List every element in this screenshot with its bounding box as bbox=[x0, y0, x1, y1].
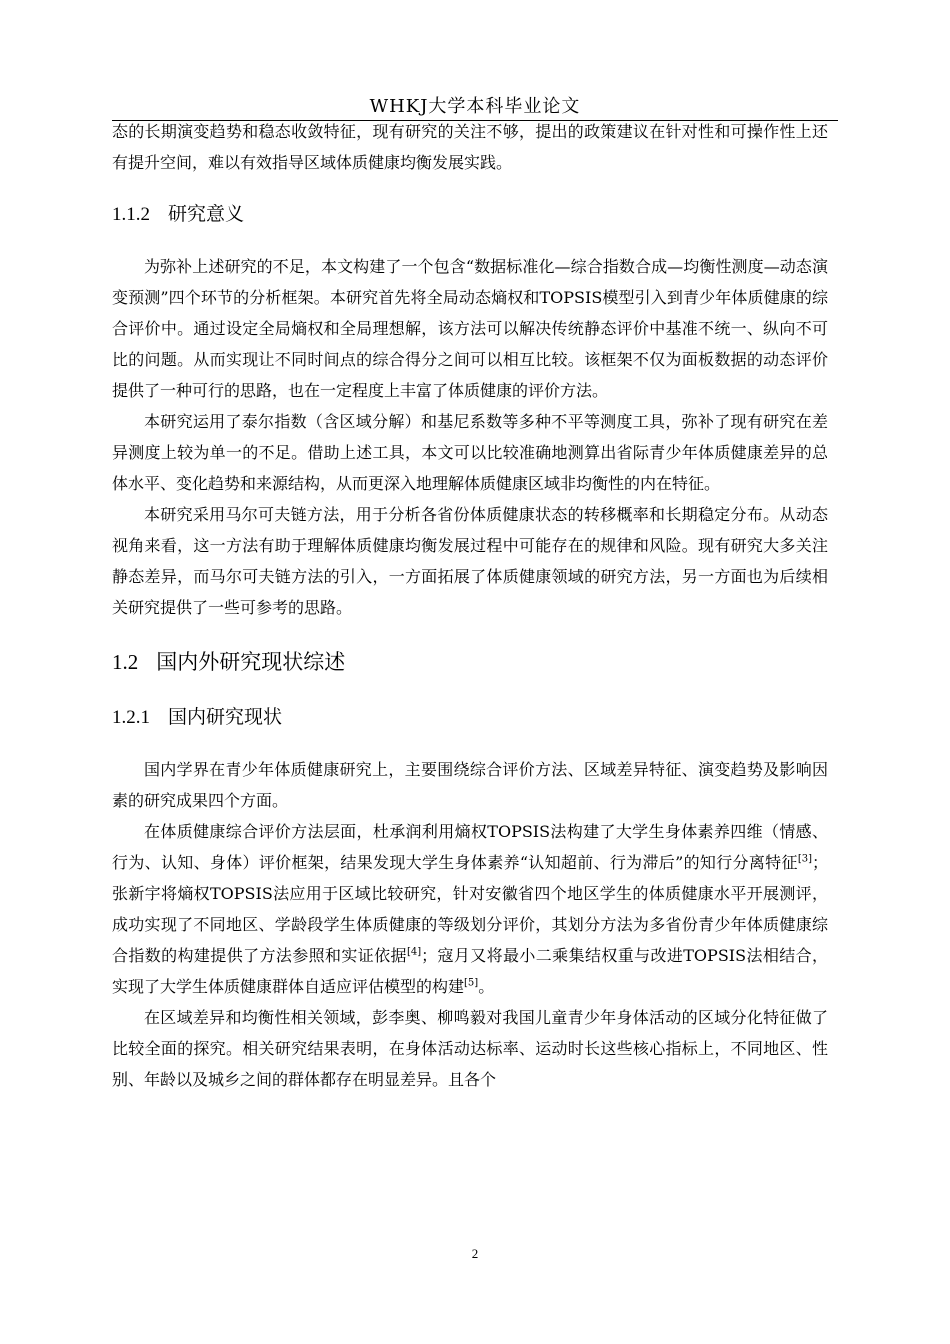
paragraph-domestic-overview: 国内学界在青少年体质健康研究上，主要围绕综合评价方法、区域差异特征、演变趋势及影响因素的研究成果四个方面。 bbox=[112, 760, 828, 810]
running-header: WHKJ大学本科毕业论文 bbox=[369, 96, 581, 117]
page-number: 2 bbox=[471, 1246, 479, 1261]
section-title: 国内外研究现状综述 bbox=[156, 650, 346, 674]
section-title: 国内研究现状 bbox=[168, 706, 283, 728]
text-run: ；寇月又将最小二乘集结权重与改进TOPSIS法相结合，实现了大学生体质健康群体自适应评估模型的构建 bbox=[112, 946, 828, 996]
text-run: 在体质健康综合评价方法层面，杜承润利用熵权TOPSIS法构建了大学生身体素养四维（情感、行为、认知、身体）评价框架，结果发现大学生身体素养“认知超前、行为滞后”的知行分离特征 bbox=[112, 822, 828, 872]
paragraph-inequality-tools: 本研究运用了泰尔指数（含区域分解）和基尼系数等多种不平等测度工具，弥补了现有研究在差异测度上较为单一的不足。借助上述工具，本文可以比较准确地测算出省际青少年体质健康差异的总体水平、变化趋势和来源结构，从而更深入地理解体质健康区域非均衡性的内在特征。 bbox=[112, 412, 828, 493]
paragraph-framework: 为弥补上述研究的不足，本文构建了一个包含“数据标准化—综合指数合成—均衡性测度—动态演变预测”四个环节的分析框架。本研究首先将全局动态熵权和TOPSIS模型引入到青少年体质健康的综合评价中。通过设定全局熵权和全局理想解，该方法可以解决传统静态评价中基准不统一、纵向不可比的问题。从而实现让不同时间点的综合得分之间可以相互比较。该框架不仅为面板数据的动态评价提供了一种可行的思路，也在一定程度上丰富了体质健康的评价方法。 bbox=[112, 257, 828, 400]
paragraph-evaluation-methods bbox=[112, 816, 828, 1002]
section-number: 1.2.1 bbox=[112, 707, 150, 728]
citation-ref: [5] bbox=[464, 977, 479, 989]
document-body bbox=[112, 116, 828, 1095]
text-run: ；张新宇将熵权TOPSIS法应用于区域比较研究，针对安徽省四个地区学生的体质健康水平开展测评，成功实现了不同地区、学龄段学生体质健康的等级划分评价，其划分方法为多省份青少年体质健康综合指数的构建提供了方法参照和实证依据 bbox=[112, 853, 828, 965]
text-run: 。 bbox=[478, 977, 495, 996]
citation-ref: [4] bbox=[406, 946, 422, 958]
section-heading-1-1-2 bbox=[112, 199, 828, 230]
section-number: 1.1.2 bbox=[112, 204, 150, 225]
section-heading-1-2 bbox=[112, 647, 828, 678]
paragraph-markov: 本研究采用马尔可夫链方法，用于分析各省份体质健康状态的转移概率和长期稳定分布。从动态视角来看，这一方法有助于理解体质健康均衡发展过程中可能存在的规律和风险。现有研究大多关注静态差异，而马尔可夫链方法的引入，一方面拓展了体质健康领域的研究方法，另一方面也为后续相关研究提供了一些可参考的思路。 bbox=[112, 505, 828, 617]
section-heading-1-2-1 bbox=[112, 702, 828, 733]
section-title: 研究意义 bbox=[168, 203, 245, 225]
paragraph-regional-differences: 在区域差异和均衡性相关领域，彭李奥、柳鸣毅对我国儿童青少年身体活动的区域分化特征做了比较全面的探究。相关研究结果表明，在身体活动达标率、运动时长这些核心指标上，不同地区、性别、年龄以及城乡之间的群体都存在明显差异。且各个 bbox=[112, 1008, 828, 1089]
section-number: 1.2 bbox=[112, 650, 139, 674]
paragraph-continued: 态的长期演变趋势和稳态收敛特征，现有研究的关注不够，提出的政策建议在针对性和可操作性上还有提升空间，难以有效指导区域体质健康均衡发展实践。 bbox=[112, 122, 828, 172]
citation-ref: [3] bbox=[797, 853, 812, 865]
